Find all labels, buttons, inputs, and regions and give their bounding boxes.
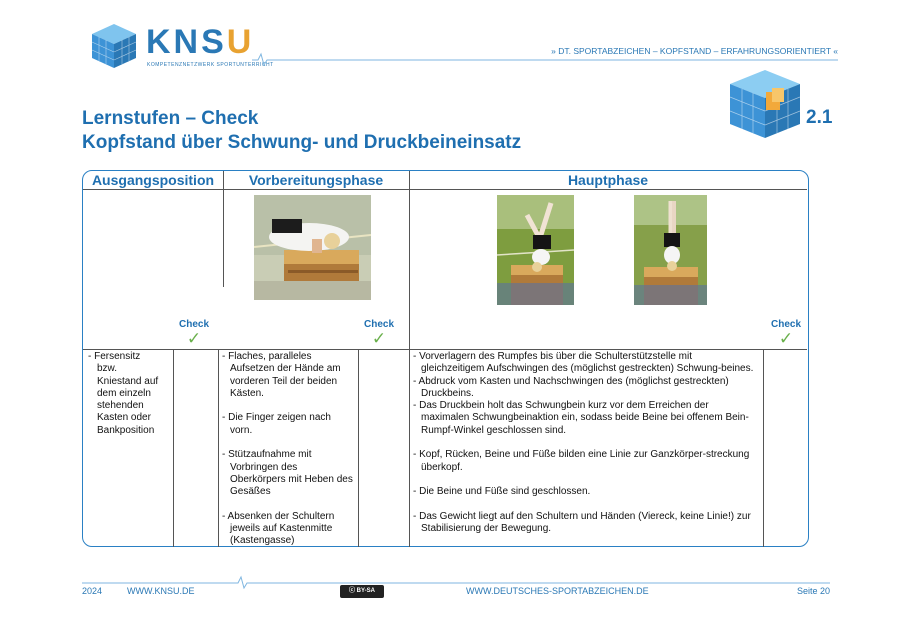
divider-v [409, 171, 410, 547]
knsu-logo-text[interactable]: KNSU [146, 23, 255, 61]
list-item: - Das Gewicht liegt auf den Schultern und Händen (Viereck, keine Linie!) zur Stabilisierung der Bewegung. [413, 510, 751, 535]
photo-hauptphase-2 [634, 195, 707, 305]
lernstufen-check-table [82, 170, 809, 547]
divider-v [763, 349, 764, 547]
list-item: - Die Finger zeigen nach vorn. [222, 412, 331, 436]
list-item: - Die Beine und Füße sind geschlossen. [413, 486, 591, 498]
footer-year: 2024 [82, 586, 103, 596]
list-item: dem einzeln [97, 387, 151, 399]
list-item: - Kopf, Rücken, Beine und Füße bilden eine Linie zur Ganzkörper-streckung überkopf. [413, 449, 750, 473]
page-number: Seite 20 [796, 586, 830, 596]
photo-hauptphase-1 [497, 195, 574, 305]
page-title [82, 107, 521, 155]
divider-v [218, 349, 219, 547]
list-item: - Absenken der Schultern jeweils auf Kastenmitte (Kastengasse) [222, 510, 335, 547]
check-mark-icon: ✓ [186, 329, 202, 348]
list-item: - Vorverlagern des Rumpfes bis über die Schulterstützstelle mit gleichzeitigem Aufschwingen des (möglichst gestreckten) Schwung-beines. [413, 351, 754, 375]
list-item: - Stützaufnahme mit Vorbringen des Oberkörpers mit Heben des Gesäßes [222, 449, 353, 498]
divider-h [83, 349, 807, 350]
divider-v [173, 349, 174, 547]
list-item: Kasten oder [97, 412, 151, 424]
column-header-ausgangsposition: Ausgangsposition [91, 172, 215, 188]
page-title-line-2: Kopfstand über Schwung- und Druckbeineinsatz [82, 132, 522, 153]
check-mark-icon: ✓ [371, 329, 387, 348]
cc-license-badge-icon[interactable] [340, 585, 384, 598]
list-item: - Flaches, paralleles Aufsetzen der Hände am vorderen Teil der beiden Kästen. [222, 351, 341, 399]
check-header-hauptphase: Check [770, 319, 801, 330]
footer-link-knsu[interactable]: WWW.KNSU.DE [127, 586, 195, 596]
list-item: stehenden [97, 400, 144, 412]
cc-logo-icon: ⓒ [348, 588, 357, 594]
footer-link-sportabzeichen[interactable]: WWW.DEUTSCHES-SPORTABZEICHEN.DE [466, 586, 649, 596]
divider-v [358, 349, 359, 547]
column-header-hauptphase: Hauptphase [567, 172, 649, 188]
check-header-vorbereitungsphase: Check [363, 319, 394, 330]
cc-license-label: BY-SA [356, 588, 375, 594]
list-item: - Das Druckbein holt das Schwungbein kurz vor dem Erreichen der maximalen Schwungbeinaktion ein, sodass beide Beine bei offenem Bein-Rumpf-Winkel geschlossen sind. [413, 400, 749, 436]
list-item: Kniestand auf [97, 375, 159, 387]
ausgangsposition-cell [88, 351, 170, 437]
knsu-cube-graphic-icon [728, 68, 802, 140]
hauptphase-cell [413, 351, 757, 548]
section-number: 2.1 [806, 107, 833, 128]
vorbereitungsphase-cell [222, 351, 354, 560]
list-item: - Abdruck vom Kasten und Nachschwingen des (möglichst gestreckten) Druckbeins. [413, 375, 729, 399]
list-item: bzw. [97, 363, 118, 375]
list-item: Bankposition [97, 424, 155, 436]
check-mark-icon: ✓ [778, 329, 794, 348]
column-header-vorbereitungsphase: Vorbereitungsphase [248, 172, 384, 188]
divider-h [83, 189, 807, 190]
list-item: - Fersensitz [88, 351, 141, 362]
breadcrumb: » DT. SPORTABZEICHEN – KOPFSTAND – ERFAHRUNGSORIENTIERT « [551, 46, 838, 56]
knsu-logo-subtitle: KOMPETENZNETZWERK SPORTUNTERRICHT [147, 62, 274, 68]
knsu-logo-cube-icon [90, 22, 138, 70]
page-title-line-1: Lernstufen – Check [82, 108, 259, 129]
photo-vorbereitungsphase [254, 195, 371, 300]
check-header-ausgangsposition: Check [178, 319, 209, 330]
